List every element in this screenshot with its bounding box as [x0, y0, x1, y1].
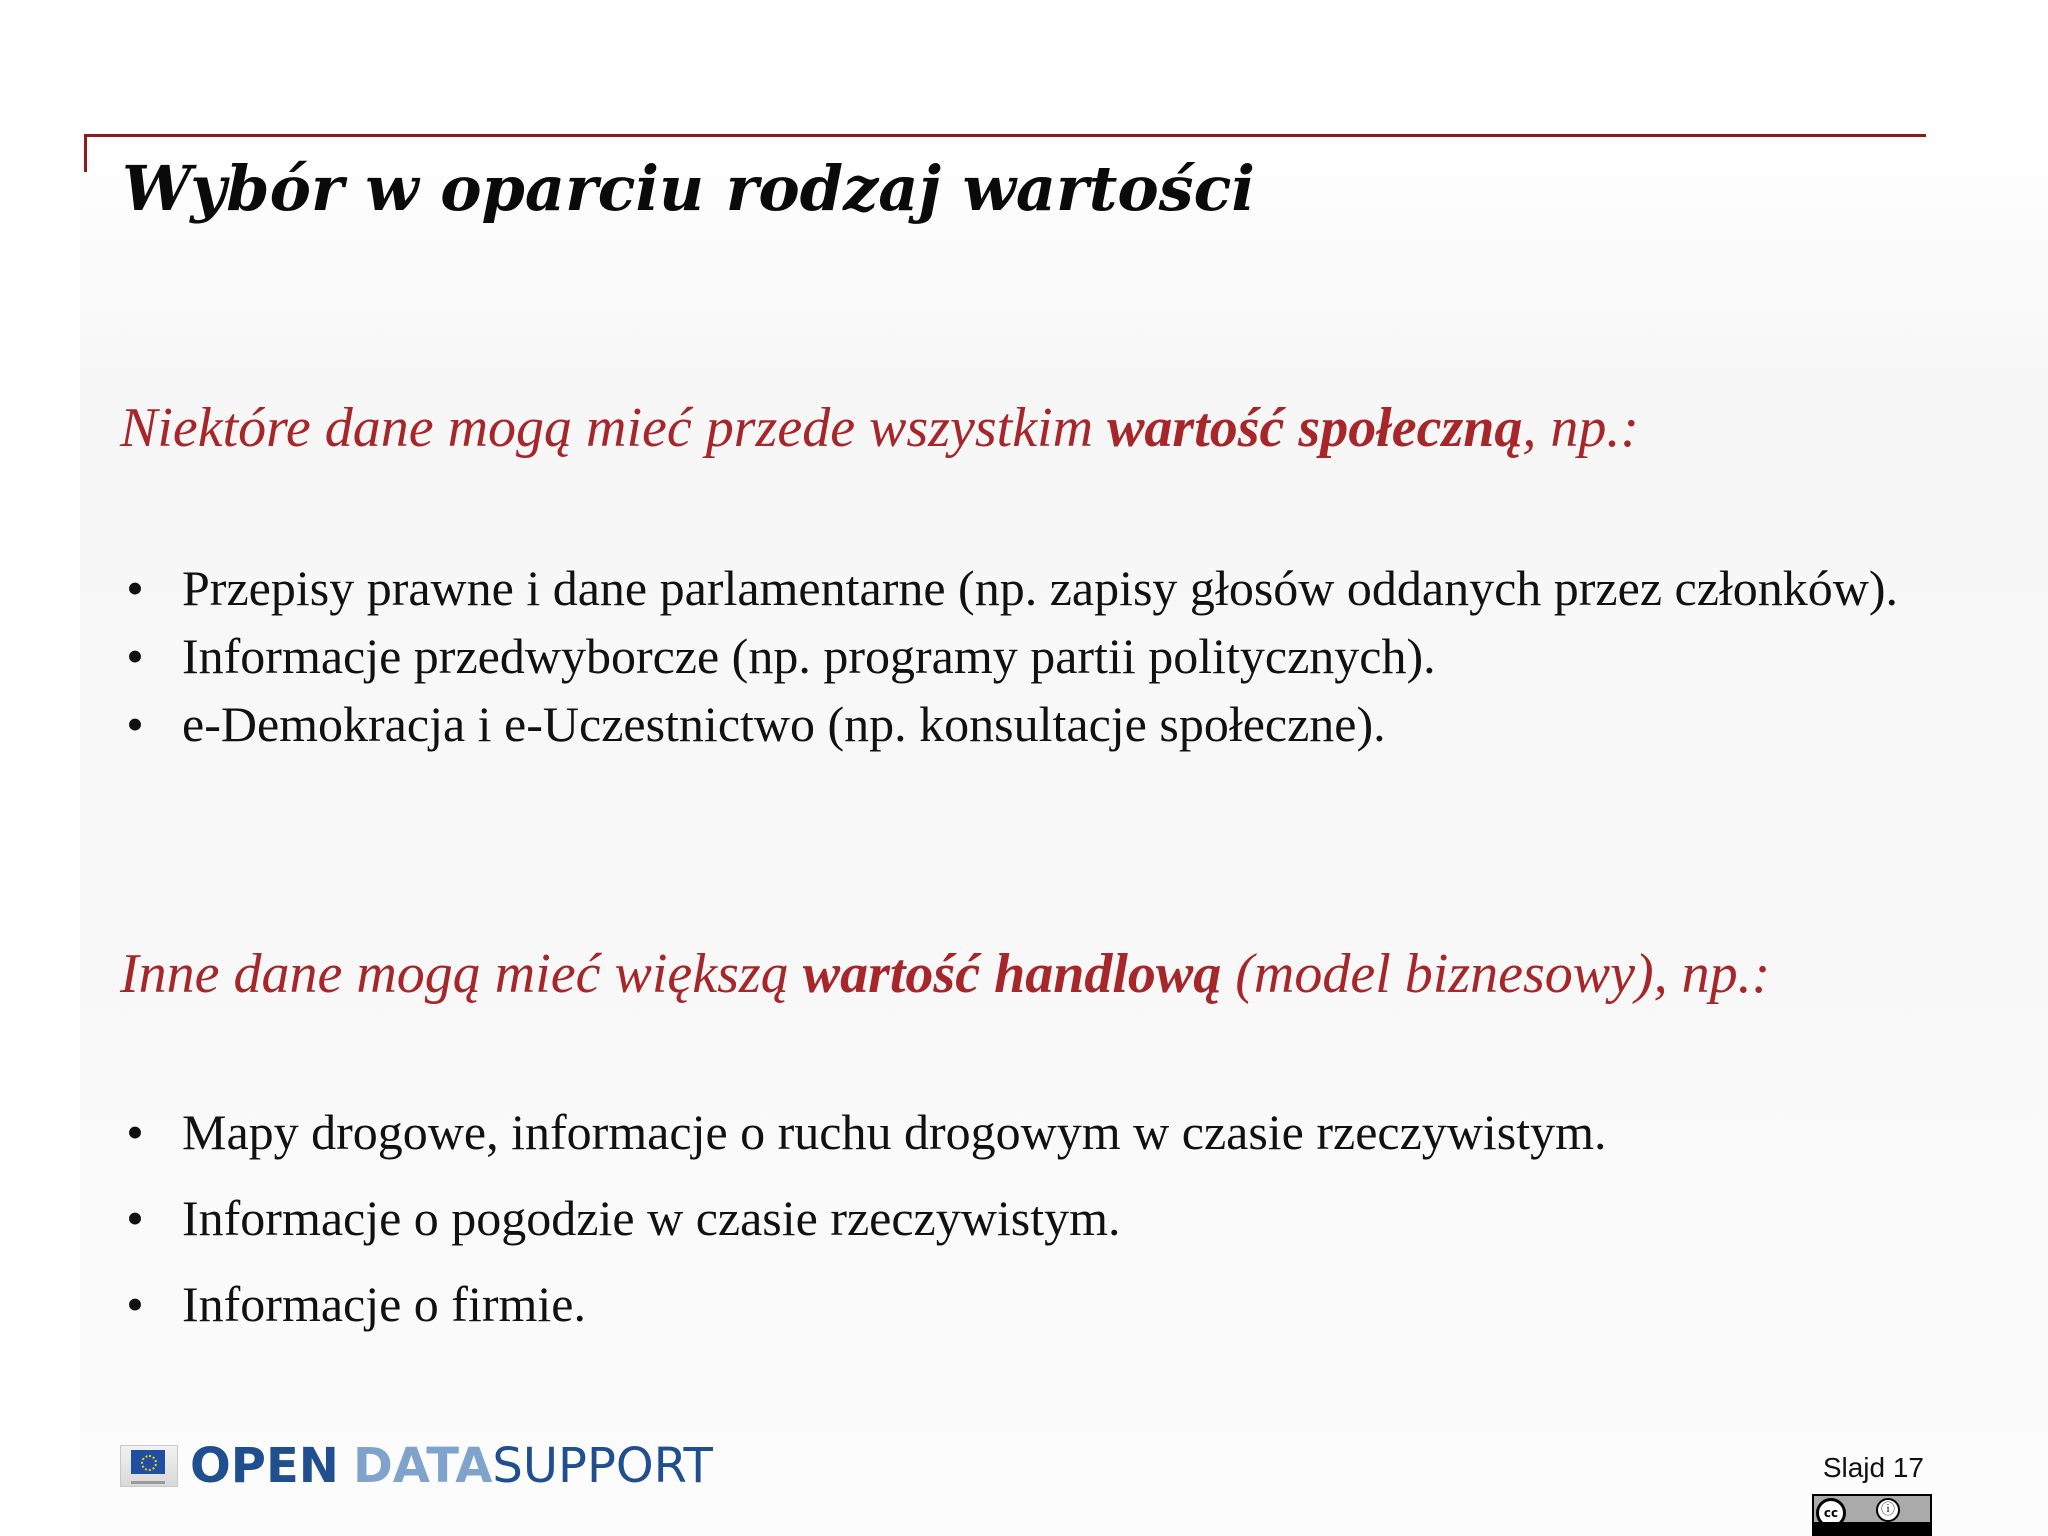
list-item [120, 1274, 1900, 1334]
eu-flag-icon [120, 1445, 178, 1487]
left-margin [0, 0, 80, 1536]
section-heading-emphasis: wartość handlową [802, 943, 1222, 1005]
list-item-text: Przepisy prawne i dane parlamentarne (np. zapisy głosów oddanych przez członków). [182, 560, 1899, 616]
list-item-text: Informacje o firmie. [182, 1276, 586, 1332]
eu-flag-caption [131, 1481, 165, 1484]
bullet-icon: • [126, 1276, 144, 1332]
section-heading-social [120, 394, 1840, 462]
social-value-list [120, 558, 1900, 762]
section-heading-text: Inne dane mogą mieć większą [120, 943, 803, 1005]
list-item-text: e-Demokracja i e-Uczestnictwo (np. konsultacje społeczne). [182, 696, 1386, 752]
list-item [120, 558, 1900, 618]
title-rule [84, 134, 1926, 137]
bullet-icon: • [126, 1104, 144, 1160]
bullet-icon: • [126, 628, 144, 684]
commercial-value-list [120, 1102, 1900, 1360]
logo-word-support: SUPPORT [492, 1438, 713, 1494]
attribution-icon: ⓘ [1876, 1498, 1900, 1522]
list-item [120, 1102, 1900, 1162]
section-heading-emphasis: wartość społeczną [1107, 397, 1523, 459]
bullet-icon: • [126, 696, 144, 752]
section-heading-text: (model biznesowy), np.: [1221, 943, 1771, 1005]
list-item-text: Informacje o pogodzie w czasie rzeczywistym. [182, 1190, 1121, 1246]
slide-title: Wybór w oparciu rodzaj wartości [122, 152, 1255, 225]
title-rule-tick [84, 134, 87, 172]
bullet-icon: • [126, 1190, 144, 1246]
logo-word-data: DATA [352, 1438, 493, 1494]
cc-by-license-icon [1812, 1494, 1932, 1536]
cc-badge-strip [1814, 1522, 1930, 1534]
eu-flag-field [131, 1450, 165, 1474]
section-heading-text: , np.: [1522, 397, 1640, 459]
list-item [120, 694, 1900, 754]
section-heading-text: Niektóre dane mogą mieć przede wszystkim [120, 397, 1108, 459]
slide-number: Slajd 17 [1822, 1452, 1924, 1483]
bullet-icon: • [126, 560, 144, 616]
section-heading-commercial [120, 940, 1840, 1008]
logo-word-open: OPEN [190, 1438, 339, 1494]
open-data-support-logo [120, 1434, 713, 1498]
list-item [120, 626, 1900, 686]
list-item-text: Informacje przedwyborcze (np. programy partii politycznych). [182, 628, 1436, 684]
list-item-text: Mapy drogowe, informacje o ruchu drogowym w czasie rzeczywistym. [182, 1104, 1607, 1160]
list-item [120, 1188, 1900, 1248]
cc-icon: cc [1816, 1498, 1846, 1528]
